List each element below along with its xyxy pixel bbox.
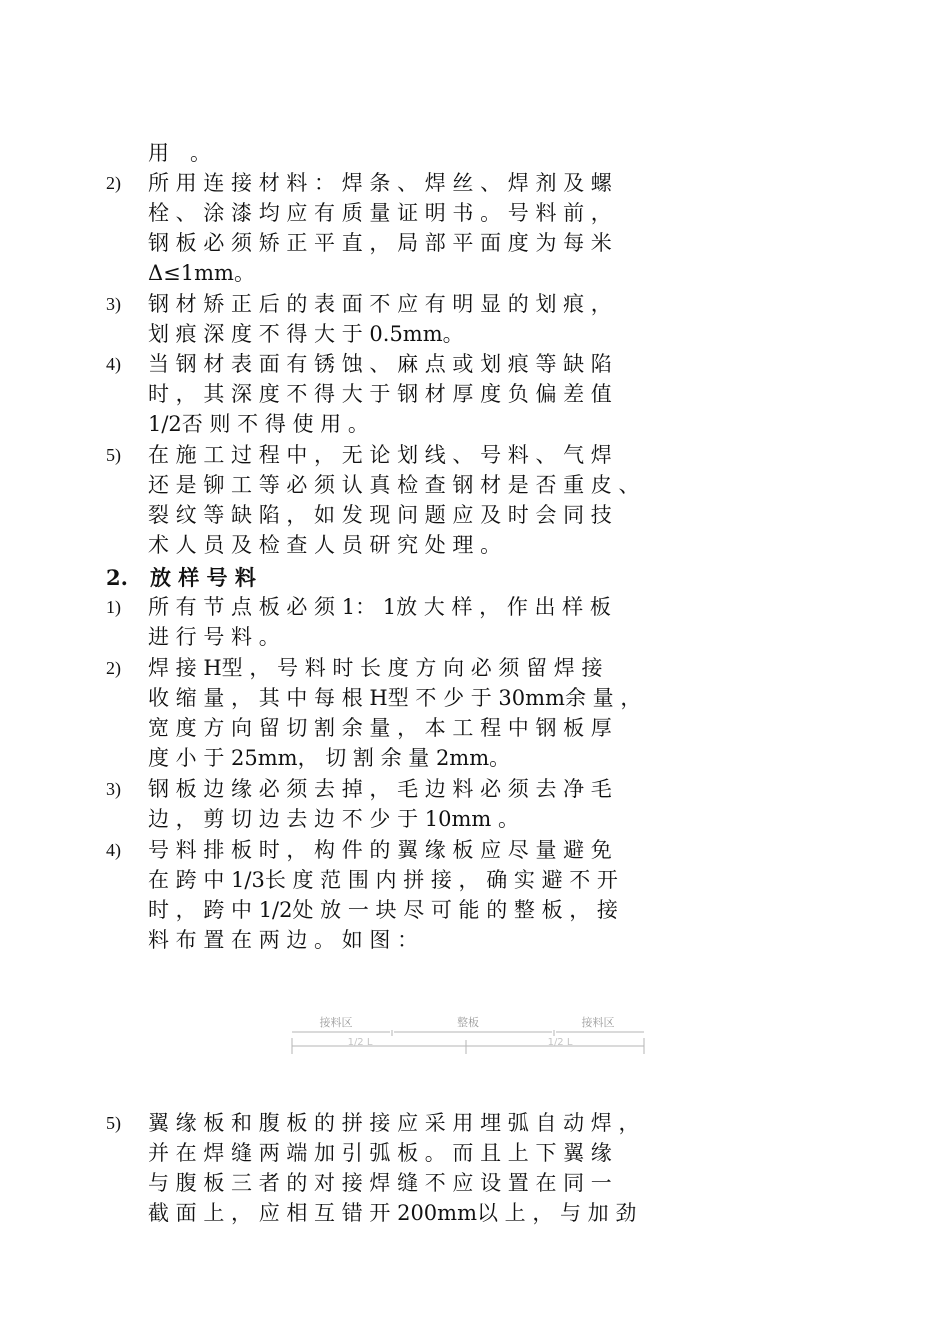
dim-right-label: 1/2 L xyxy=(547,1037,573,1048)
section-title: 放 样 号 料 xyxy=(149,565,256,590)
text-line: 时 ， 其 深 度 不 得 大 于 钢 材 厚 度 负 偏 差 值 xyxy=(148,382,612,406)
splice-zone-diagram xyxy=(290,1012,646,1060)
item-number: 5) xyxy=(106,445,121,465)
text-line: 钢 材 矫 正 后 的 表 面 不 应 有 明 显 的 划 痕 ， xyxy=(148,292,612,316)
text-line: 焊 接 H型 ， 号 料 时 长 度 方 向 必 须 留 焊 接 xyxy=(148,656,603,680)
text-line: 所 用 连 接 材 料 ： 焊 条 、 焊 丝 、 焊 剂 及 螺 xyxy=(148,171,612,195)
text-line: 边 ， 剪 切 边 去 边 不 少 于 10mm 。 xyxy=(148,807,519,831)
section-heading xyxy=(106,563,406,593)
text-line: Δ≤1mm。 xyxy=(148,261,255,285)
text-line: 收 缩 量 ， 其 中 每 根 H型 不 少 于 30mm余 量 ， xyxy=(148,686,642,710)
left-zone-label: 接料区 xyxy=(319,1016,353,1029)
text-line: 当 钢 材 表 面 有 锈 蚀 、 麻 点 或 划 痕 等 缺 陷 xyxy=(148,352,612,376)
text-line: 1/2否 则 不 得 使 用 。 xyxy=(148,412,369,436)
text-line: 所 有 节 点 板 必 须 1： 1放 大 样 ， 作 出 样 板 xyxy=(148,595,611,619)
dim-left-label: 1/2 L xyxy=(347,1037,373,1048)
item-number: 5) xyxy=(106,1113,121,1133)
item-number: 2) xyxy=(106,173,121,193)
item-number: 3) xyxy=(106,779,121,799)
text-line: 术 人 员 及 检 查 人 员 研 究 处 理 。 xyxy=(148,533,502,557)
item-number: 1) xyxy=(106,597,121,617)
center-zone-label: 整板 xyxy=(457,1016,479,1029)
text-line: 划 痕 深 度 不 得 大 于 0.5mm。 xyxy=(148,322,464,346)
text-line: 栓 、 涂 漆 均 应 有 质 量 证 明 书 。 号 料 前 ， xyxy=(148,201,612,225)
section-number: 2. xyxy=(106,565,128,590)
text-line: 在 施 工 过 程 中 ， 无 论 划 线 、 号 料 、 气 焊 xyxy=(148,443,612,467)
text-line: 用 。 xyxy=(148,141,211,165)
text-line: 并 在 焊 缝 两 端 加 引 弧 板 。 而 且 上 下 翼 缘 xyxy=(148,1141,612,1165)
text-line: 截 面 上 ， 应 相 互 错 开 200mm以 上 ， 与 加 劲 xyxy=(148,1201,637,1225)
text-line: 钢 板 边 缘 必 须 去 掉 ， 毛 边 料 必 须 去 净 毛 xyxy=(148,777,612,801)
text-line: 度 小 于 25mm， 切 割 余 量 2mm。 xyxy=(148,746,511,770)
text-line: 进 行 号 料 。 xyxy=(148,625,280,649)
text-line: 与 腹 板 三 者 的 对 接 焊 缝 不 应 设 置 在 同 一 xyxy=(148,1171,612,1195)
right-zone-label: 接料区 xyxy=(581,1016,615,1029)
text-line: 时 ， 跨 中 1/2处 放 一 块 尽 可 能 的 整 板 ， 接 xyxy=(148,898,618,922)
text-line: 裂 纹 等 缺 陷 ， 如 发 现 问 题 应 及 时 会 同 技 xyxy=(148,503,612,527)
item-number: 2) xyxy=(106,658,121,678)
text-line: 料 布 置 在 两 边 。 如 图 ： xyxy=(148,928,419,952)
item-number: 3) xyxy=(106,294,121,314)
text-line: 宽 度 方 向 留 切 割 余 量 ， 本 工 程 中 钢 板 厚 xyxy=(148,716,612,740)
text-line: 翼 缘 板 和 腹 板 的 拼 接 应 采 用 埋 弧 自 动 焊 ， xyxy=(148,1111,640,1135)
item-number: 4) xyxy=(106,354,121,374)
text-line: 钢 板 必 须 矫 正 平 直 ， 局 部 平 面 度 为 每 米 xyxy=(148,231,612,255)
text-line: 在 跨 中 1/3长 度 范 围 内 拼 接 ， 确 实 避 不 开 xyxy=(148,868,618,892)
text-line: 还 是 铆 工 等 必 须 认 真 检 查 钢 材 是 否 重 皮 、 xyxy=(148,473,640,497)
item-number: 4) xyxy=(106,840,121,860)
text-line: 号 料 排 板 时 ， 构 件 的 翼 缘 板 应 尽 量 避 免 xyxy=(148,838,612,862)
